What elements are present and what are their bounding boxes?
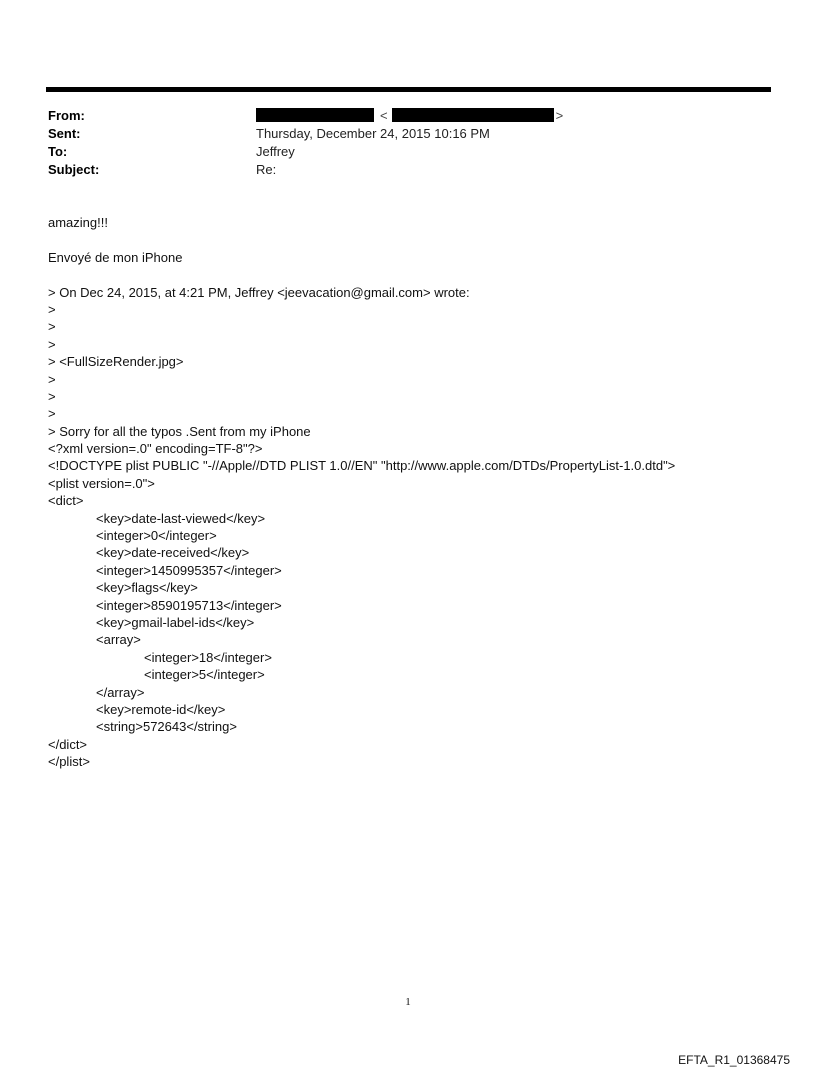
dict-open-tag: <dict> bbox=[48, 493, 84, 509]
quote-intro-line: > On Dec 24, 2015, at 4:21 PM, Jeffrey <jeevacation@gmail.com> wrote: bbox=[48, 284, 470, 300]
page-number: 1 bbox=[405, 996, 411, 1008]
plist-entry: <key>date-last-viewed</key> bbox=[96, 510, 266, 526]
redacted-name-block bbox=[256, 108, 374, 122]
email-open-bracket: < bbox=[380, 108, 388, 123]
signature-line: Envoyé de mon iPhone bbox=[48, 249, 183, 265]
greeting-line: amazing!!! bbox=[48, 215, 108, 230]
plist-array-item: <integer>18</integer> bbox=[144, 649, 272, 665]
from-value bbox=[256, 107, 563, 125]
quote-marker-line: > bbox=[48, 406, 56, 422]
dict-close-tag: </dict> bbox=[48, 736, 88, 752]
doctype-line: <!DOCTYPE plist PUBLIC "-//Apple//DTD PLIST 1.0//EN" "http://www.apple.com/DTDs/PropertyList-1.0.dtd"> bbox=[48, 458, 676, 474]
header-rule bbox=[46, 87, 771, 92]
to-label: To: bbox=[48, 144, 68, 159]
plist-entry: <string>572643</string> bbox=[96, 719, 237, 735]
plist-entry: <key>flags</key> bbox=[96, 580, 198, 596]
from-label: From: bbox=[48, 108, 85, 123]
plist-entry: <key>remote-id</key> bbox=[96, 701, 226, 717]
redacted-email-block bbox=[392, 108, 554, 122]
plist-entry: <integer>0</integer> bbox=[96, 528, 217, 544]
array-close-tag: </array> bbox=[96, 684, 145, 700]
subject-label: Subject: bbox=[48, 162, 100, 177]
sent-label: Sent: bbox=[48, 126, 81, 141]
quote-marker-line: > bbox=[48, 301, 56, 317]
quote-marker-line: > bbox=[48, 336, 56, 352]
subject-value: Re: bbox=[256, 162, 277, 177]
plist-entry: <key>gmail-label-ids</key> bbox=[96, 614, 255, 630]
quote-marker-line: > bbox=[48, 319, 56, 335]
email-body bbox=[48, 214, 675, 771]
bates-stamp: EFTA_R1_01368475 bbox=[678, 1053, 790, 1067]
attachment-line: > <FullSizeRender.jpg> bbox=[48, 354, 184, 370]
plist-entry: <key>date-received</key> bbox=[96, 545, 250, 561]
plist-entry: <integer>1450995357</integer> bbox=[96, 562, 282, 578]
email-close-bracket: > bbox=[555, 108, 564, 123]
plist-open-tag: <plist version=.0"> bbox=[48, 475, 155, 491]
plist-close-tag: </plist> bbox=[48, 754, 90, 770]
sent-value: Thursday, December 24, 2015 10:16 PM bbox=[256, 126, 490, 141]
plist-array-item: <integer>5</integer> bbox=[144, 667, 265, 683]
plist-entry: <array> bbox=[96, 632, 141, 648]
quote-closing-line: > Sorry for all the typos .Sent from my iPhone bbox=[48, 423, 311, 439]
quote-marker-line: > bbox=[48, 388, 56, 404]
quote-marker-line: > bbox=[48, 371, 56, 387]
plist-entry: <integer>8590195713</integer> bbox=[96, 597, 282, 613]
xml-declaration: <?xml version=.0" encoding=TF-8"?> bbox=[48, 441, 263, 457]
to-value: Jeffrey bbox=[256, 144, 295, 159]
